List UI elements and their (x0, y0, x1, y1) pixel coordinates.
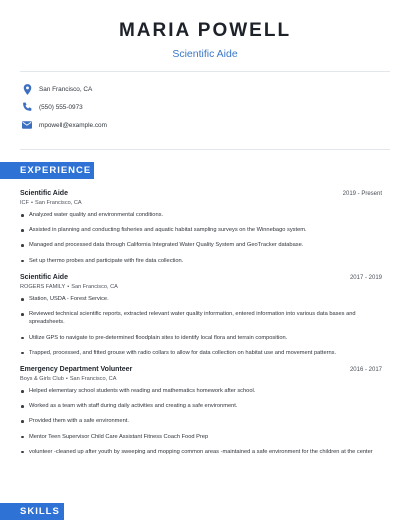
list-item: Trapped, processed, and fitted grouse with radio collars to allow for data collection on habitat use and movement patterns. (20, 349, 382, 357)
job-location: San Francisco, CA (34, 200, 82, 206)
job-title: Scientific Aide (20, 190, 68, 197)
contact-location (20, 80, 390, 98)
list-item: Mentor Teen Supervisor Child Care Assistant Fitness Coach Food Prep (20, 433, 382, 441)
job-org: Boys & Girls Club (20, 376, 64, 382)
job-location: San Francisco, CA (71, 284, 118, 290)
list-item: Worked as a team with staff during daily activities and creating a safe environment. (20, 402, 382, 410)
job-dates: 2017 - 2019 (349, 275, 382, 281)
job-org-line: ROGERS FAMILY • San Francisco, CA (20, 284, 118, 290)
job-org: ROGERS FAMILY (20, 284, 66, 290)
job-org-line: Boys & Girls Club • San Francisco, CA (20, 376, 117, 382)
list-item: Managed and processed data through California Integrated Water Quality System and GeoTracker database. (20, 241, 382, 249)
location-pin-icon (20, 82, 34, 96)
contact-phone-text: (550) 555-0973 (39, 103, 83, 111)
contact-phone (20, 98, 390, 116)
candidate-name: MARIA POWELL (118, 20, 292, 41)
job-dates: 2016 - 2017 (349, 367, 382, 373)
list-item: volunteer -cleaned up after youth by sweeping and mopping common areas -maintained a safe environment for the children at the center (20, 448, 382, 456)
job-org: ICF (20, 200, 30, 206)
divider-top (20, 71, 390, 72)
experience-entry (20, 274, 382, 364)
resume-header (0, 0, 410, 60)
job-title-subtitle: Scientific Aide (172, 48, 238, 60)
job-title: Emergency Department Volunteer (20, 366, 133, 373)
job-title: Scientific Aide (20, 274, 68, 281)
experience-entry (20, 190, 382, 272)
job-bullets (20, 387, 382, 456)
job-dates: 2019 - Present (342, 191, 382, 197)
list-item: Reviewed technical scientific reports, extracted relevant water quality information, entered information into various data bases and spreadsheets. (20, 310, 382, 326)
list-item: Station, USDA - Forest Service. (20, 295, 382, 303)
experience-entry (20, 366, 382, 463)
phone-icon (20, 100, 34, 114)
contact-location-text: San Francisco, CA (39, 85, 93, 93)
divider-middle (20, 149, 390, 150)
list-item: Analyzed water quality and environmental conditions. (20, 211, 382, 219)
list-item: Assisted in planning and conducting fisheries and aquatic habitat sampling surveys on the Winnebago system. (20, 226, 382, 234)
section-heading-experience: EXPERIENCE (0, 162, 94, 179)
list-item: Utilize GPS to navigate to pre-determined floodplain sites to identify local flora and terrain composition. (20, 334, 382, 342)
job-location: San Francisco, CA (69, 376, 117, 382)
job-bullets (20, 295, 382, 357)
list-item: Helped elementary school students with reading and mathematics homework after school. (20, 387, 382, 395)
contact-list (20, 80, 390, 134)
section-heading-skills: SKILLS (0, 503, 64, 520)
email-icon (20, 118, 34, 132)
contact-email (20, 116, 390, 134)
job-bullets (20, 211, 382, 265)
list-item: Set up thermo probes and participate with fire data collection. (20, 257, 382, 265)
list-item: Provided them with a safe environment. (20, 417, 382, 425)
job-org-line: ICF • San Francisco, CA (20, 200, 82, 206)
contact-email-text: mpowell@example.com (39, 121, 107, 129)
